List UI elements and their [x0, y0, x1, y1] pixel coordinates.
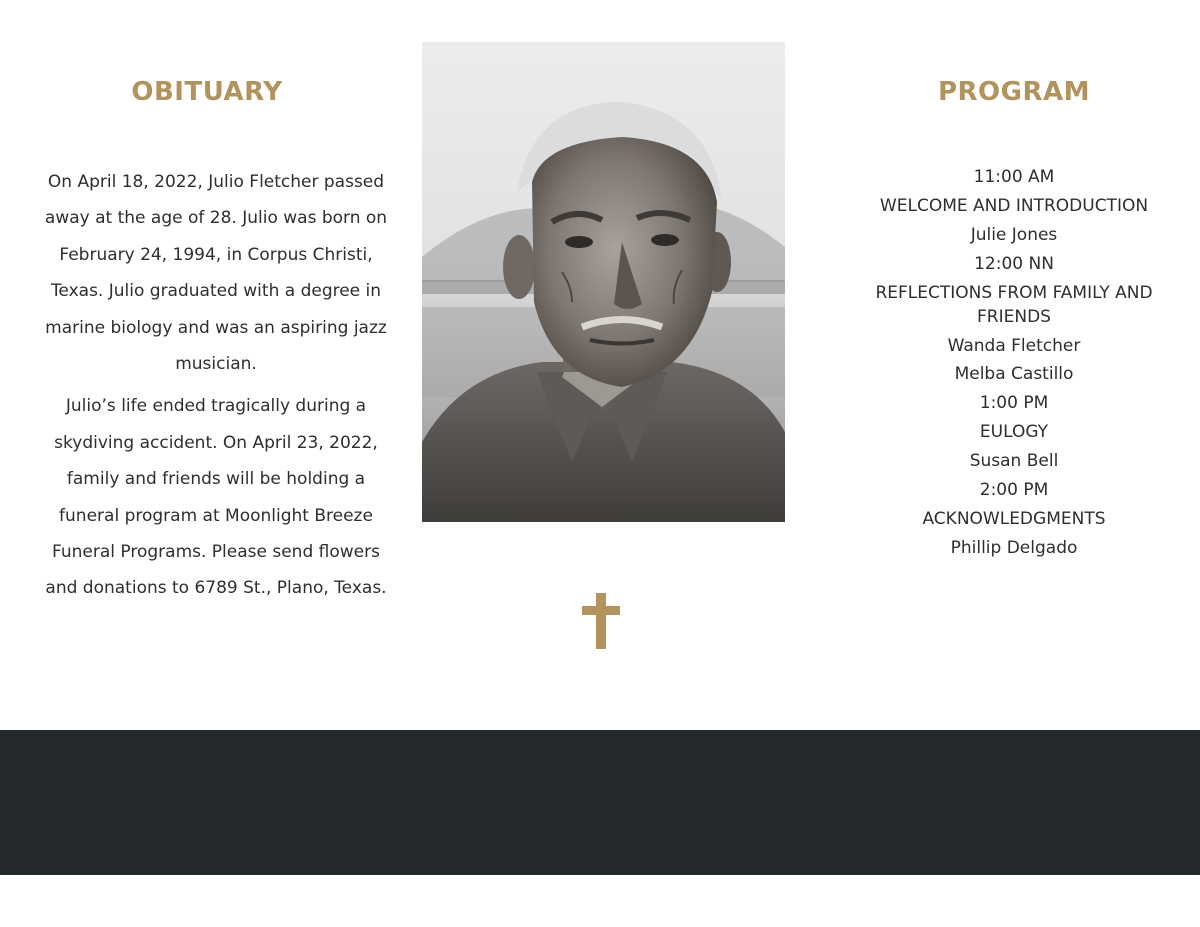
- program-speaker: Julie Jones: [970, 225, 1058, 245]
- obituary-paragraph: On April 18, 2022, Julio Fletcher passed away at the age of 28. Julio was born on February 24, 1994, in Corpus Christi, Texas. Julio graduated with a degree in marine biology and was an aspiring jazz musician.: [44, 172, 388, 375]
- program-item: [866, 391, 1162, 473]
- program-speaker: Melba Castillo: [954, 364, 1074, 384]
- program-event: EULOGY: [979, 422, 1049, 442]
- program-event: WELCOME AND INTRODUCTION: [879, 196, 1149, 216]
- program-time: 1:00 PM: [979, 393, 1049, 413]
- obituary-body: [36, 164, 396, 613]
- program-title: PROGRAM: [937, 77, 1091, 107]
- program-time: 11:00 AM: [973, 167, 1055, 187]
- footer-band: [0, 730, 1200, 875]
- program-event: REFLECTIONS FROM FAMILY AND FRIENDS: [875, 283, 1153, 327]
- program-time: 12:00 NN: [974, 254, 1054, 274]
- program-item: [866, 478, 1162, 560]
- program-item: [866, 252, 1162, 386]
- portrait-photo: [422, 42, 785, 522]
- cross-icon: [582, 593, 620, 649]
- program-item: [866, 165, 1162, 247]
- program-speaker: Wanda Fletcher: [947, 336, 1081, 356]
- program-speaker: Phillip Delgado: [950, 538, 1078, 558]
- program-event: ACKNOWLEDGMENTS: [922, 509, 1106, 529]
- obituary-paragraph: Julio’s life ended tragically during a skydiving accident. On April 23, 2022, family and friends will be holding a funeral program at Moonlight Breeze Funeral Programs. Please send flowers and donations to 6789 St., Plano, Texas.: [45, 396, 387, 599]
- program-speaker: Susan Bell: [969, 451, 1059, 471]
- program-time: 2:00 PM: [979, 480, 1049, 500]
- obituary-title: OBITUARY: [131, 77, 283, 107]
- program-list: [866, 165, 1162, 565]
